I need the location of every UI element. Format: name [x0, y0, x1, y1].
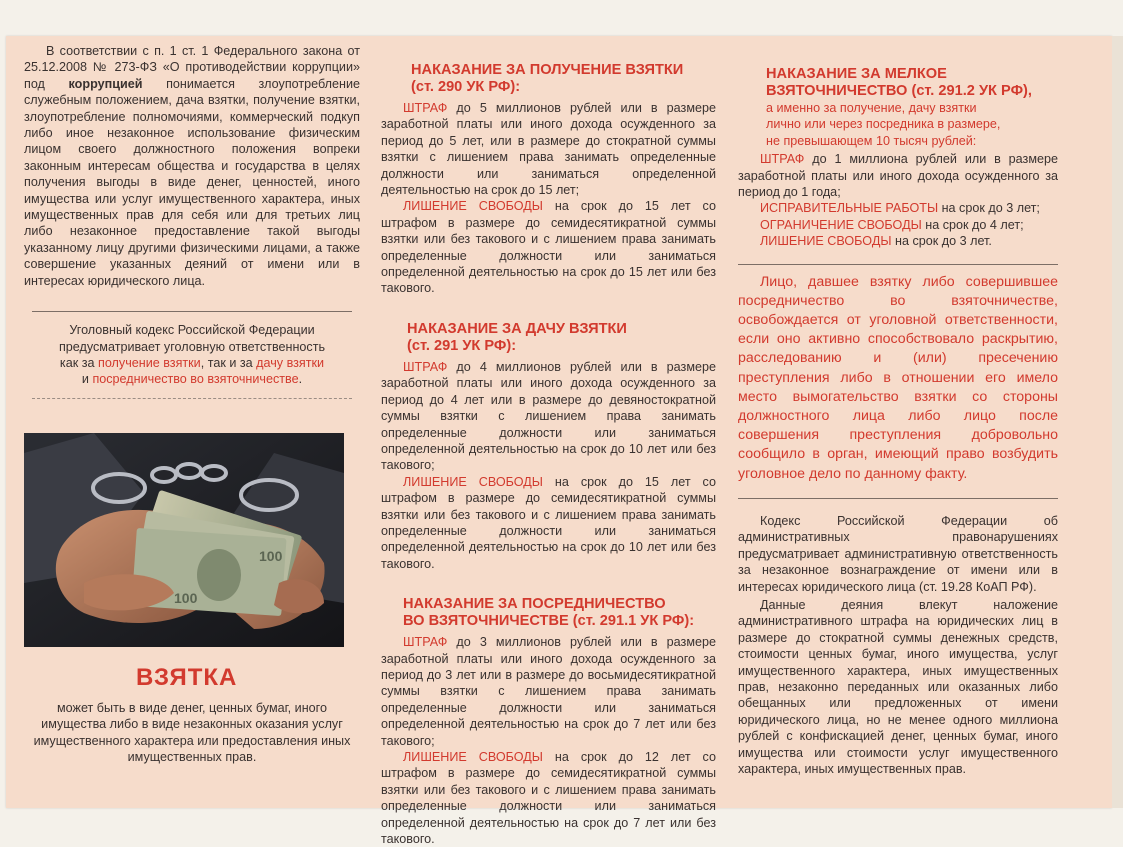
handcuffed-hands-money-photo [24, 433, 344, 647]
right-column [738, 36, 1058, 777]
admin-code-text: Кодекс Российской Федерации об административных правонарушениях предусматривает административную ответственность за незаконное вознаграждение от имени или в интересах юридического лица (ст. 19.28 КоАП РФ). [738, 513, 1058, 594]
divider [738, 498, 1058, 499]
receiving-prison-text: ЛИШЕНИЕ СВОБОДЫ на срок до 15 лет со штрафом в размере до семидесятикратной суммы взятки или без такового и с лишением права занимать определенные должности или заниматься определенной деятельностью на срок до 15 лет или без такового. [381, 199, 717, 296]
section-article: ВЗЯТОЧНИЧЕСТВО (ст. 291.2 УК РФ), [766, 83, 1032, 99]
keyword-fine: ШТРАФ [403, 101, 448, 115]
petty-fine-text: ШТРАФ до 1 миллиона рублей или в размере заработной платы или иного дохода осужденного за период до 1 года; [738, 152, 1058, 200]
section-giving-bribe [381, 321, 716, 355]
leaflet-sheet [6, 36, 1112, 847]
section-title: НАКАЗАНИЕ ЗА МЕЛКОЕ [766, 66, 947, 82]
keyword-fine: ШТРАФ [403, 359, 448, 374]
keyword-prison: ЛИШЕНИЕ СВОБОДЫ [760, 234, 892, 249]
mediation-fine-text: ШТРАФ до 3 миллионов рублей или в размере заработной платы или иного дохода осужденного за период до 3 лет или в размере до восьмидесятикратной суммы взятки с лишением права занимать определенные должности или заниматься определенной деятельностью на срок до 7 лет или без такового; [381, 635, 716, 748]
petty-correctional-work: ИСПРАВИТЕЛЬНЫЕ РАБОТЫ на срок до 3 лет; [760, 201, 1040, 216]
keyword-restriction: ОГРАНИЧЕНИЕ СВОБОДЫ [760, 217, 922, 232]
mediation-link: посредничество во взяточничестве [92, 372, 299, 387]
petty-prison: ЛИШЕНИЕ СВОБОДЫ на срок до 3 лет. [760, 234, 992, 249]
criminal-code-note: Уголовный кодекс Российской Федерации предусматривает уголовную ответственность как за получение взятки, так и за дачу взятки и посредничество во взяточничестве. [58, 323, 326, 387]
svg-text:100: 100 [174, 590, 198, 606]
section-title: НАКАЗАНИЕ ЗА ПОСРЕДНИЧЕСТВО [403, 596, 666, 613]
giving-bribe-link: дачу взятки [256, 355, 325, 370]
divider [32, 398, 352, 399]
keyword-correctional-work: ИСПРАВИТЕЛЬНЫЕ РАБОТЫ [760, 201, 939, 216]
photo-illustration [24, 433, 344, 647]
corruption-definition: В соответствии с п. 1 ст. 1 Федерального закона от 25.12.2008 № 273-ФЗ «О противодействии коррупции» под коррупцией понимается злоупотребление служебным положением, дача взятки, получение взятки, злоупотребление полномочиями, коммерческий подкуп либо иное незаконное использование физическим лицом своего должностного положения вопреки законным интересам общества и государства в целях получения выгоды в виде денег, ценностей, иного имущества или услуг имущественного характера, иных имущественных прав для себя или для третьих лиц либо незаконное предоставление такой выгоды указанному лицу другими физическими лицами, а также совершение указанных деяний от имени или в интересах юридического лица. [24, 44, 360, 288]
middle-column [381, 36, 716, 847]
keyword-fine: ШТРАФ [760, 152, 805, 167]
receiving-bribe-link: получение взятки [98, 355, 201, 370]
section-article: (ст. 290 УК РФ): [411, 79, 521, 95]
bribe-description: может быть в виде денег, ценных бумаг, иного имущества либо в виде незаконных оказания услуг имущественного характера или предоставления иных имущественных прав. [33, 701, 351, 765]
exemption-notice: Лицо, давшее взятку либо совершившее посредничество во взяточничестве, освобождается от уголовной ответственности, если оно активно способствовало раскрытию, расследованию и (или) пресечению преступления либо в отношении его имело место вымогательство взятки со стороны должностного лица либо лицо после совершения преступления добровольно сообщило в орган, имеющий право возбудить уголовное дело по данному факту. [738, 273, 1058, 482]
divider [32, 311, 352, 312]
giving-prison-text: ЛИШЕНИЕ СВОБОДЫ на срок до 15 лет со штрафом в размере до семидесятикратной суммы взятки или без такового и с лишением права занимать определенные должности или заниматься определенной деятельностью на срок до 10 лет или без такового. [381, 474, 717, 571]
keyword-prison: ЛИШЕНИЕ СВОБОДЫ [403, 750, 543, 764]
keyword-fine: ШТРАФ [403, 635, 448, 650]
left-column [24, 36, 360, 765]
section-article: ВО ВЗЯТОЧНИЧЕСТВЕ (ст. 291.1 УК РФ): [403, 613, 695, 630]
section-mediation [381, 596, 716, 630]
corruption-keyword: коррупцией [68, 76, 143, 91]
divider [738, 264, 1058, 265]
page-edge [1112, 36, 1123, 808]
mediation-prison-text: ЛИШЕНИЕ СВОБОДЫ на срок до 12 лет со штрафом в размере до семидесятикратной суммы взятки или без такового и с лишением права занимать определенные должности или заниматься определенной деятельностью на срок до 7 лет или без такового. [381, 750, 717, 847]
section-receiving-bribe [381, 62, 716, 96]
bribe-title: ВЗЯТКА [136, 664, 238, 691]
giving-fine-text: ШТРАФ до 4 миллионов рублей или в размере заработной платы или иного дохода осужденного за период до 4 лет или в размере до девяностократной суммы взятки с лишением права занимать определенные должности или заниматься определенной деятельностью на срок до 10 лет или без такового; [381, 359, 716, 473]
keyword-prison: ЛИШЕНИЕ СВОБОДЫ [403, 474, 543, 489]
receiving-fine-text: ШТРАФ до 5 миллионов рублей или в размере заработной платы или иного дохода осужденного за период до 5 лет, или в размере до стократной суммы взятки с лишением права занимать определенные должности или заниматься определенной деятельностью на срок до 15 лет; [381, 101, 716, 198]
admin-penalty-text: Данные деяния влекут наложение административного штрафа на юридических лиц в размере до стократной суммы денежных средств, стоимости ценных бумаг, иного имущества, услуг имущественного характера, иных имущественных прав, незаконно переданных или оказанных либо обещанных или предложенных от имени юридического лица, но не менее одного миллиона рублей с конфискацией денег, ценных бумаг, иного имущества или стоимости услуг имущественного характера, иных имущественных прав. [738, 597, 1058, 776]
section-title: НАКАЗАНИЕ ЗА ПОЛУЧЕНИЕ ВЗЯТКИ [411, 62, 684, 78]
section-petty-bribery: НАКАЗАНИЕ ЗА МЕЛКОЕ ВЗЯТОЧНИЧЕСТВО (ст. 291.2 УК РФ), а именно за получение, дачу взятки лично или через посредника в размере, не превышающем 10 тысяч рублей: [738, 66, 1058, 149]
keyword-prison: ЛИШЕНИЕ СВОБОДЫ [403, 199, 543, 214]
section-title: НАКАЗАНИЕ ЗА ДАЧУ ВЗЯТКИ [407, 320, 627, 337]
section-article: (ст. 291 УК РФ): [407, 337, 517, 354]
svg-text:100: 100 [259, 548, 283, 564]
petty-restriction: ОГРАНИЧЕНИЕ СВОБОДЫ на срок до 4 лет; [760, 217, 1024, 232]
